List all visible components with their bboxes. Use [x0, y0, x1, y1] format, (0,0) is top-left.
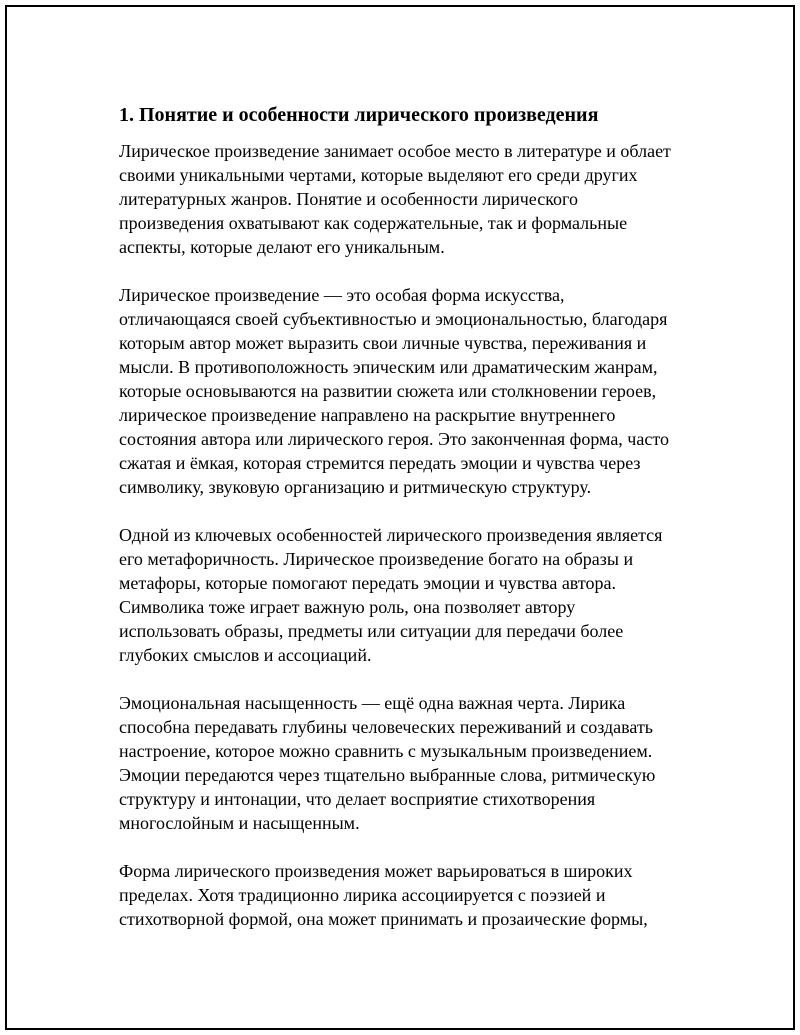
text-line: состояния автора или лирического героя. Это законченная форма, часто	[119, 429, 669, 449]
text-line: Эмоциональная насыщенность — ещё одна важная черта. Лирика	[119, 693, 626, 713]
text-line: способна передавать глубины человеческих переживаний и создавать	[119, 717, 654, 737]
text-line: мысли. В противоположность эпическим или драматическим жанрам,	[119, 357, 658, 377]
text-line: Форма лирического произведения может варьироваться в широких	[119, 861, 633, 881]
text-line: глубоких смыслов и ассоциаций.	[119, 645, 372, 665]
text-line: использовать образы, предметы или ситуации для передачи более	[119, 621, 624, 641]
paragraph-2	[119, 283, 709, 499]
text-line: Одной из ключевых особенностей лирического произведения является	[119, 525, 663, 545]
text-line: стихотворной формой, она может принимать и прозаические формы,	[119, 909, 648, 929]
paragraph-4	[119, 691, 709, 835]
text-line: произведения охватывают как содержательные, так и формальные	[119, 213, 628, 233]
paragraph-3	[119, 523, 709, 667]
paragraph-5	[119, 859, 709, 931]
text-line: его метафоричность. Лирическое произведение богато на образы и	[119, 549, 634, 569]
text-line: литературных жанров. Понятие и особенности лирического	[119, 189, 578, 209]
text-line: своими уникальными чертами, которые выделяют его среди других	[119, 165, 638, 185]
text-line: которые основываются на развитии сюжета или столкновении героев,	[119, 381, 657, 401]
text-line: настроение, которое можно сравнить с музыкальным произведением.	[119, 741, 653, 761]
paragraph-1	[119, 139, 709, 259]
text-line: структуру и интонации, что делает восприятие стихотворения	[119, 789, 596, 809]
text-line: метафоры, которые помогают передать эмоции и чувства автора.	[119, 573, 616, 593]
text-line: Лирическое произведение — это особая форма искусства,	[119, 285, 565, 305]
text-line: многослойным и насыщенным.	[119, 813, 360, 833]
page-frame	[5, 5, 795, 1030]
document-body	[119, 103, 709, 955]
text-line: аспекты, которые делают его уникальным.	[119, 237, 445, 257]
text-line: символику, звуковую организацию и ритмическую структуру.	[119, 477, 592, 497]
text-line: которым автор может выразить свои личные чувства, переживания и	[119, 333, 647, 353]
text-line: Лирическое произведение занимает особое место в литературе и облает	[119, 141, 671, 161]
text-line: Эмоции передаются через тщательно выбранные слова, ритмическую	[119, 765, 656, 785]
text-line: лирическое произведение направлено на раскрытие внутреннего	[119, 405, 616, 425]
text-line: сжатая и ёмкая, которая стремится передать эмоции и чувства через	[119, 453, 641, 473]
section-heading: 1. Понятие и особенности лирического произведения	[119, 104, 599, 126]
text-line: отличающаяся своей субъективностью и эмоциональностью, благодаря	[119, 309, 668, 329]
text-line: Символика тоже играет важную роль, она позволяет автору	[119, 597, 576, 617]
text-line: пределах. Хотя традиционно лирика ассоциируется с поэзией и	[119, 885, 606, 905]
